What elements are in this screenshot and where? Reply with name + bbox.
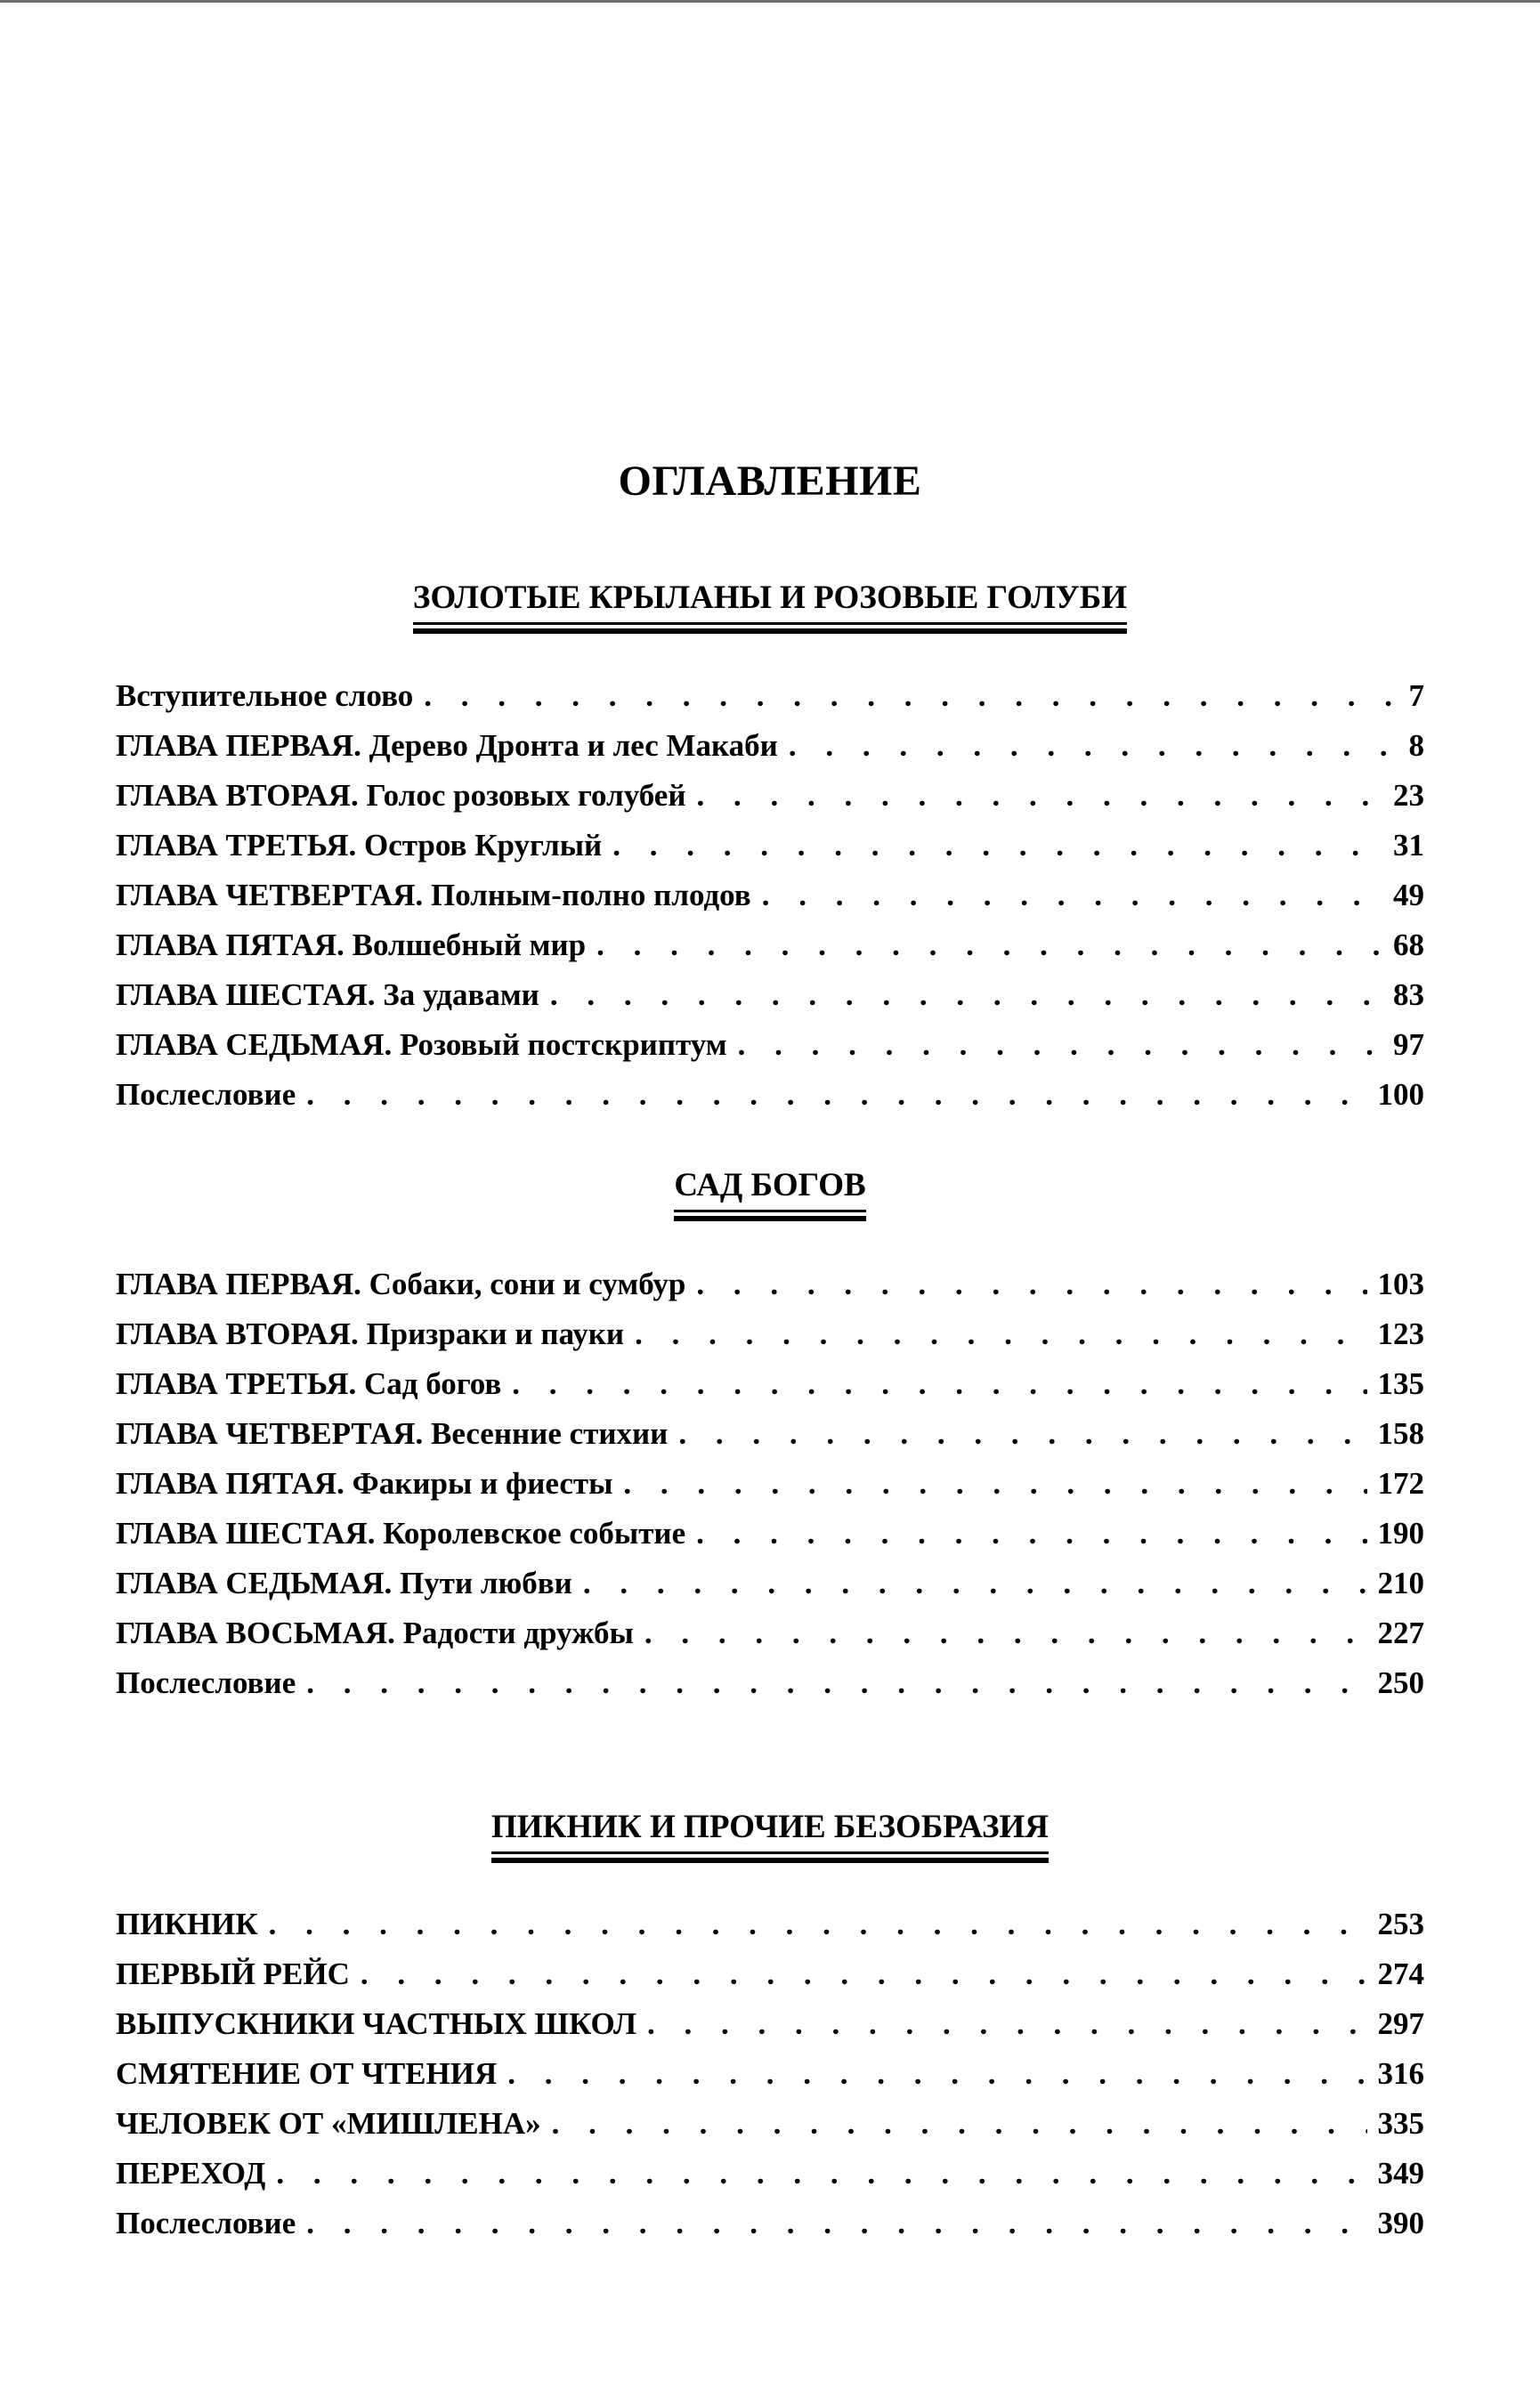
toc-list-section-3 [116, 1907, 1424, 2256]
page-title: ОГЛАВЛЕНИЕ [618, 458, 922, 505]
top-border-rule [0, 0, 1540, 3]
toc-list-section-2 [116, 1267, 1424, 1715]
toc-entry-page: 297 [1377, 2006, 1424, 2041]
toc-entry-title: ГЛАВА ТРЕТЬЯ. Сад богов [116, 1366, 502, 1401]
toc-entry[interactable] [116, 678, 1424, 728]
toc-entry-title: ГЛАВА ПЕРВАЯ. Собаки, сони и сумбур [116, 1267, 686, 1301]
toc-entry-title: ГЛАВА ВОСЬМАЯ. Радости дружбы [116, 1616, 634, 1650]
toc-entry-title: Вступительное слово [116, 678, 414, 713]
toc-entry-page: 83 [1393, 977, 1424, 1012]
dot-leader [596, 928, 1382, 963]
section-title: ЗОЛОТЫЕ КРЫЛАНЫ И РОЗОВЫЕ ГОЛУБИ [413, 577, 1127, 625]
toc-entry-title: ПЕРВЫЙ РЕЙС [116, 1956, 350, 1991]
toc-entry-title: Послесловие [116, 1665, 296, 1700]
toc-entry[interactable] [116, 728, 1424, 778]
toc-entry[interactable] [116, 1267, 1424, 1316]
dot-leader [550, 977, 1382, 1013]
toc-entry[interactable] [116, 977, 1424, 1027]
toc-entry[interactable] [116, 2056, 1424, 2106]
toc-entry-page: 103 [1377, 1267, 1424, 1301]
toc-entry-title: ГЛАВА ТРЕТЬЯ. Остров Круглый [116, 828, 603, 863]
toc-entry[interactable] [116, 2006, 1424, 2056]
dot-leader [507, 2056, 1366, 2092]
dot-leader [789, 728, 1398, 764]
toc-entry-page: 349 [1377, 2156, 1424, 2191]
toc-entry-page: 135 [1377, 1366, 1424, 1401]
toc-entry[interactable] [116, 1466, 1424, 1516]
toc-entry[interactable] [116, 928, 1424, 977]
toc-entry-page: 316 [1377, 2056, 1424, 2091]
toc-entry-title: ГЛАВА ЧЕТВЕРТАЯ. Весенние стихии [116, 1416, 669, 1451]
toc-entry-title: ГЛАВА ПЯТАЯ. Факиры и фиесты [116, 1466, 613, 1501]
toc-entry-title: Послесловие [116, 2206, 296, 2240]
toc-entry-title: ПЕРЕХОД [116, 2156, 266, 2191]
toc-entry-page: 210 [1377, 1566, 1424, 1600]
toc-entry[interactable] [116, 878, 1424, 928]
toc-entry-title: ГЛАВА СЕДЬМАЯ. Розовый постскриптум [116, 1027, 727, 1062]
toc-entry[interactable] [116, 1665, 1424, 1715]
toc-entry[interactable] [116, 778, 1424, 828]
dot-leader [696, 1267, 1366, 1302]
toc-entry-page: 7 [1408, 678, 1424, 713]
toc-entry-page: 100 [1377, 1077, 1424, 1112]
dot-leader [552, 2106, 1367, 2142]
dot-leader [269, 1907, 1367, 1942]
dot-leader [623, 1466, 1366, 1502]
dot-leader [697, 778, 1382, 814]
dot-leader [306, 1665, 1366, 1701]
toc-entry-page: 23 [1393, 778, 1424, 813]
toc-entry[interactable] [116, 1316, 1424, 1366]
toc-list-section-1 [116, 678, 1424, 1127]
toc-entry-page: 390 [1377, 2206, 1424, 2240]
toc-entry-title: ГЛАВА ВТОРАЯ. Голос розовых голубей [116, 778, 686, 813]
section-title: ПИКНИК И ПРОЧИЕ БЕЗОБРАЗИЯ [491, 1806, 1049, 1854]
dot-leader [635, 1316, 1366, 1352]
dot-leader [644, 1616, 1367, 1651]
dot-leader [583, 1566, 1367, 1601]
toc-entry[interactable] [116, 2206, 1424, 2256]
toc-entry[interactable] [116, 2106, 1424, 2156]
dot-leader [762, 878, 1382, 913]
dot-leader [678, 1416, 1366, 1452]
toc-entry-page: 49 [1393, 878, 1424, 912]
dot-leader [738, 1027, 1382, 1063]
dot-leader [696, 1516, 1366, 1551]
dot-leader [306, 2206, 1366, 2241]
toc-entry-title: ГЛАВА ШЕСТАЯ. За удавами [116, 977, 539, 1012]
toc-entry-title: ГЛАВА ПЕРВАЯ. Дерево Дронта и лес Макаби [116, 728, 778, 763]
toc-entry-title: ПИКНИК [116, 1907, 258, 1941]
dot-leader [512, 1366, 1366, 1402]
toc-entry-page: 158 [1377, 1416, 1424, 1451]
toc-entry-title: ВЫПУСКНИКИ ЧАСТНЫХ ШКОЛ [116, 2006, 637, 2041]
dot-leader [361, 1956, 1367, 1992]
toc-entry-title: ГЛАВА ПЯТАЯ. Волшебный мир [116, 928, 587, 962]
toc-entry-title: ГЛАВА СЕДЬМАЯ. Пути любви [116, 1566, 572, 1600]
toc-entry-page: 97 [1393, 1027, 1424, 1062]
toc-entry[interactable] [116, 1516, 1424, 1566]
toc-entry-page: 227 [1377, 1616, 1424, 1650]
toc-entry[interactable] [116, 1077, 1424, 1127]
toc-entry[interactable] [116, 1907, 1424, 1956]
toc-entry-title: ГЛАВА ЧЕТВЕРТАЯ. Полным-полно плодов [116, 878, 751, 912]
toc-entry-page: 250 [1377, 1665, 1424, 1700]
toc-entry-page: 274 [1377, 1956, 1424, 1991]
dot-leader [306, 1077, 1366, 1113]
dot-leader [424, 678, 1398, 714]
toc-entry-title: ГЛАВА ВТОРАЯ. Призраки и пауки [116, 1316, 625, 1351]
toc-entry[interactable] [116, 2156, 1424, 2206]
section-heading-3 [0, 1806, 1540, 1854]
toc-entry-title: ЧЕЛОВЕК ОТ «МИШЛЕНА» [116, 2106, 541, 2141]
toc-entry-page: 31 [1393, 828, 1424, 863]
section-heading-1 [0, 577, 1540, 625]
toc-entry[interactable] [116, 1616, 1424, 1665]
toc-entry-page: 335 [1377, 2106, 1424, 2141]
toc-entry-page: 8 [1408, 728, 1424, 763]
toc-entry-page: 190 [1377, 1516, 1424, 1551]
toc-entry-page: 68 [1393, 928, 1424, 962]
toc-entry[interactable] [116, 1027, 1424, 1077]
toc-entry-page: 253 [1377, 1907, 1424, 1941]
toc-entry-page: 172 [1377, 1466, 1424, 1501]
toc-entry-page: 123 [1377, 1316, 1424, 1351]
section-title: САД БОГОВ [674, 1164, 865, 1212]
toc-entry-title: СМЯТЕНИЕ ОТ ЧТЕНИЯ [116, 2056, 498, 2091]
toc-entry-title: Послесловие [116, 1077, 296, 1112]
dot-leader [612, 828, 1382, 863]
dot-leader [276, 2156, 1366, 2191]
toc-entry-title: ГЛАВА ШЕСТАЯ. Королевское событие [116, 1516, 686, 1551]
dot-leader [647, 2006, 1366, 2042]
section-heading-2 [0, 1164, 1540, 1212]
toc-entry[interactable] [116, 828, 1424, 878]
toc-entry[interactable] [116, 1566, 1424, 1616]
toc-entry[interactable] [116, 1956, 1424, 2006]
toc-entry[interactable] [116, 1366, 1424, 1416]
toc-entry[interactable] [116, 1416, 1424, 1466]
